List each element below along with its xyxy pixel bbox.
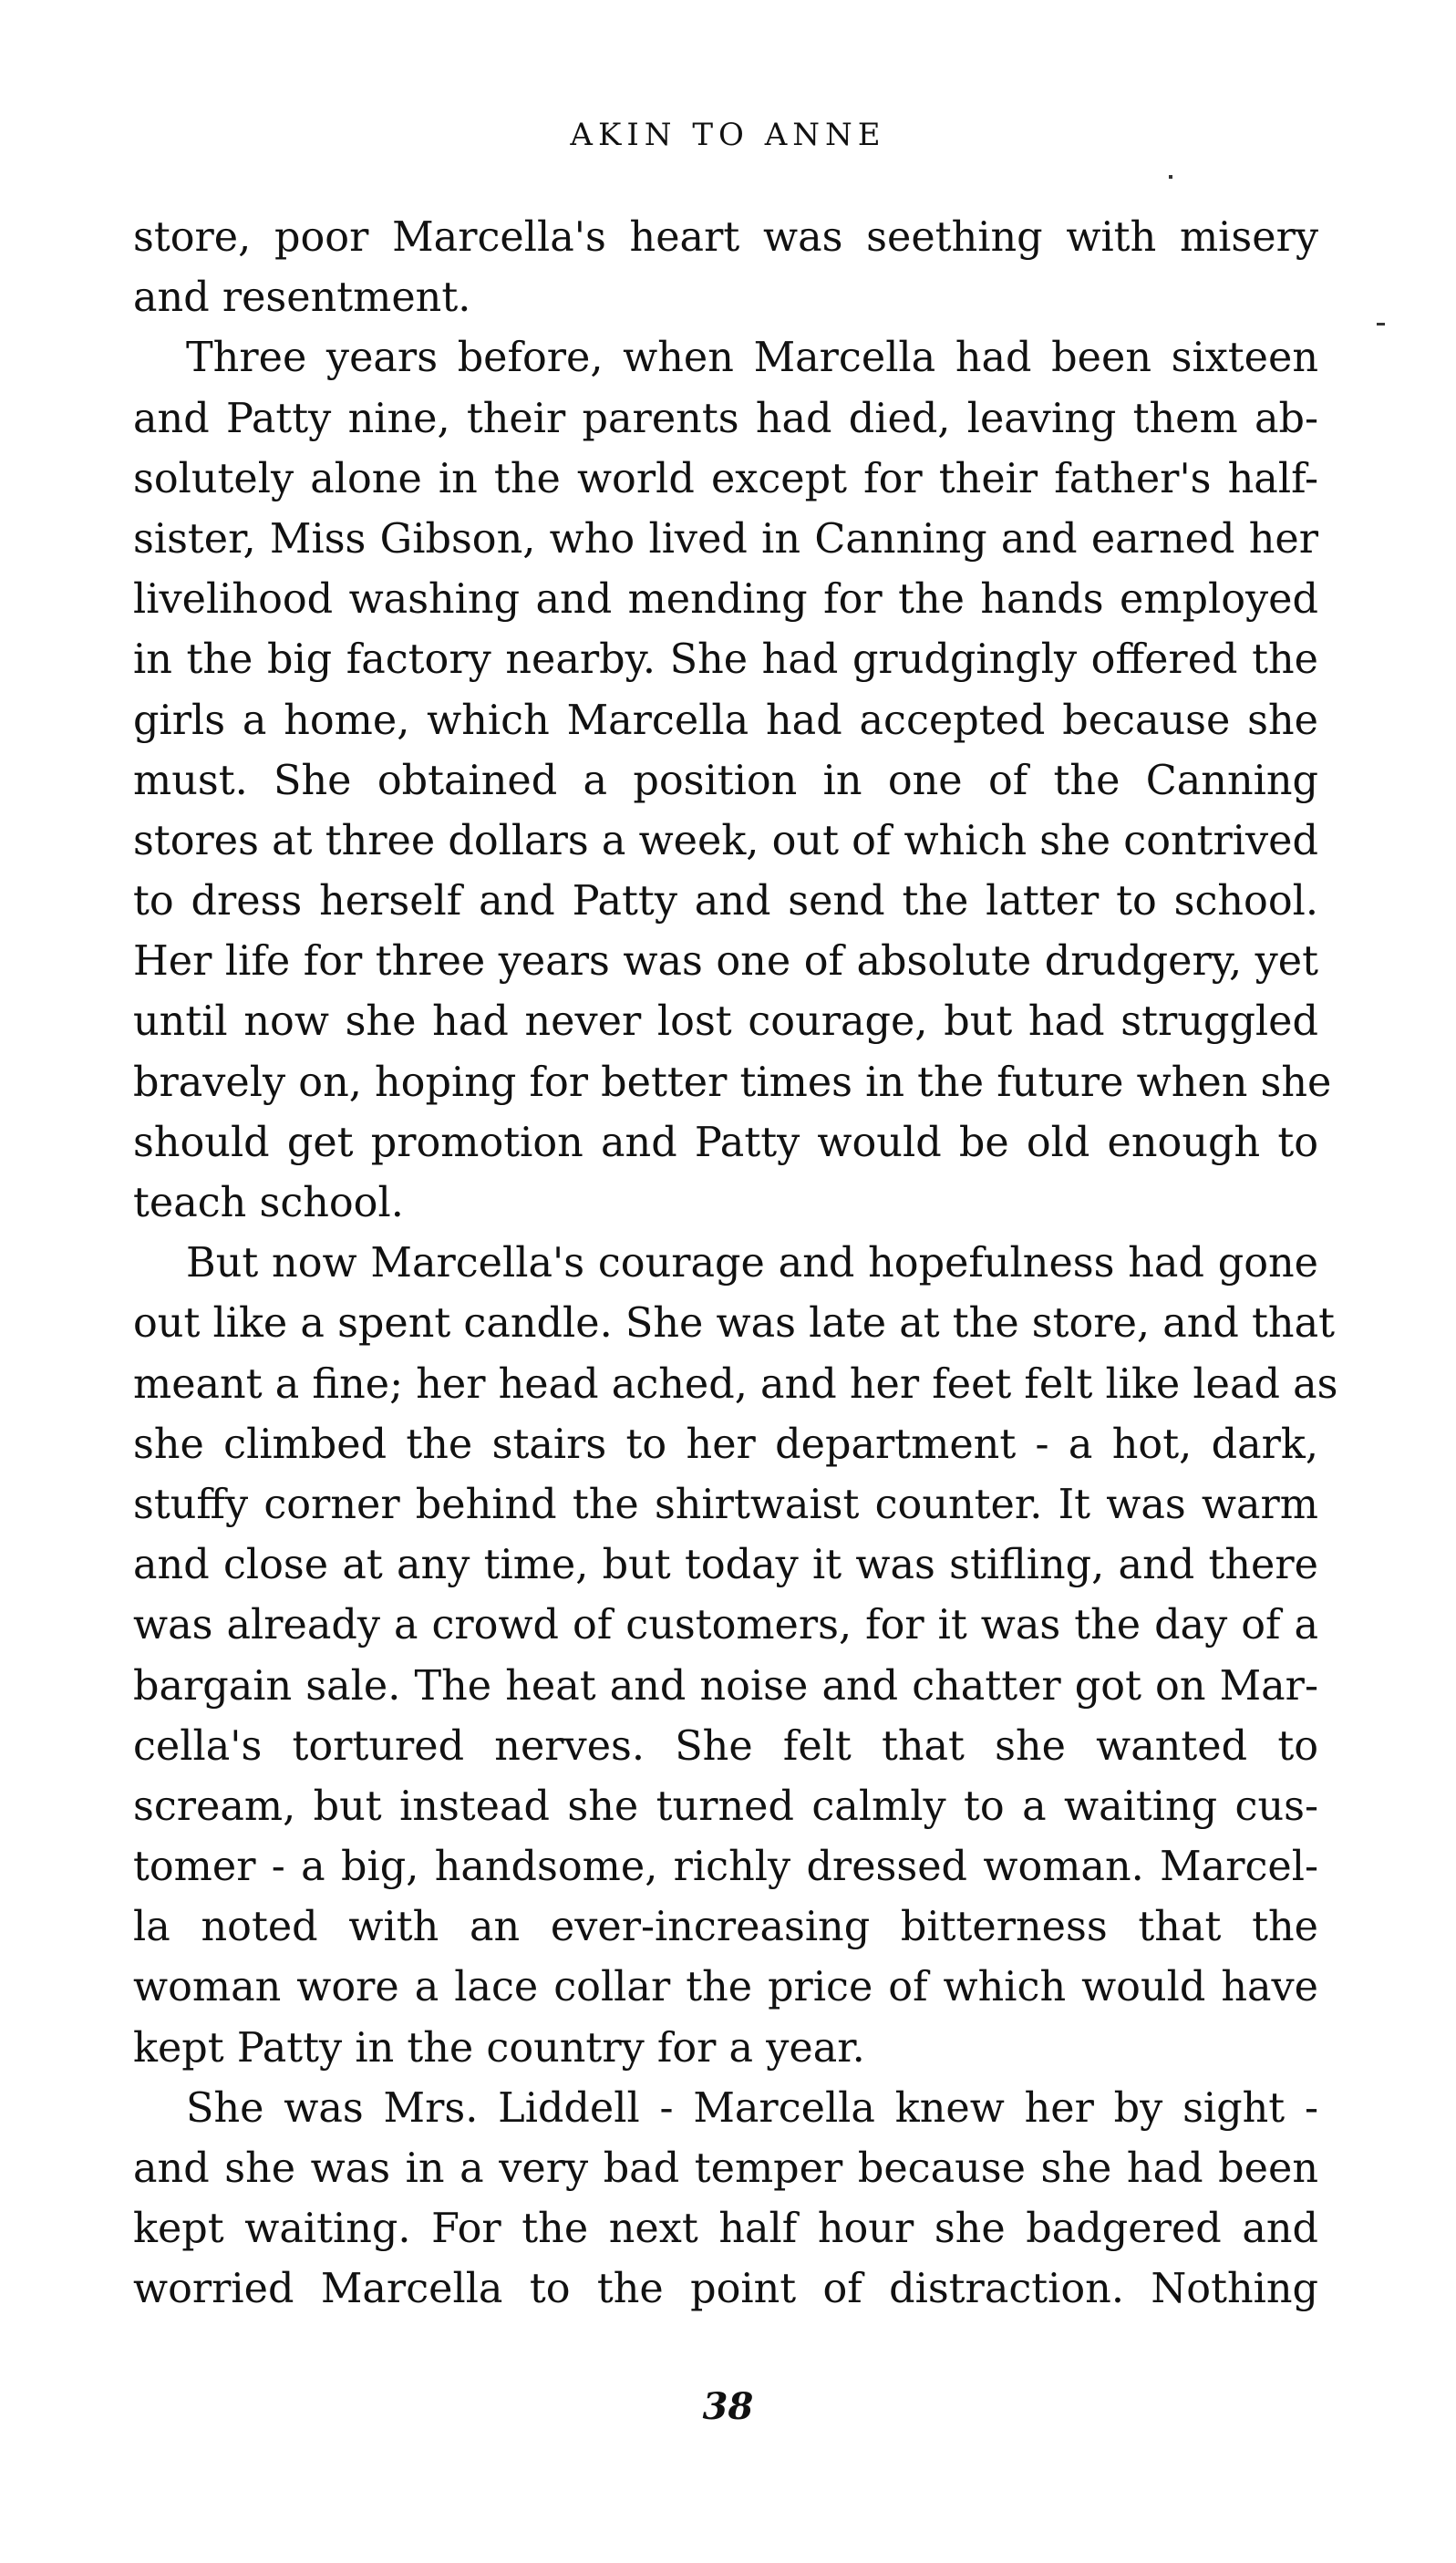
text-line: stores at three dollars a week, out of which she contrived	[133, 817, 1318, 864]
text-line: out like a spent candle. She was late at the store, and that	[133, 1300, 1335, 1348]
paragraph	[133, 1234, 1338, 2079]
text-line: She was Mrs. Liddell - Marcella knew her by sight -	[186, 2084, 1318, 2132]
text-line: bravely on, hoping for better times in the future when she	[133, 1059, 1332, 1106]
text-line: la noted with an ever-increasing bitterness that the	[133, 1904, 1318, 1951]
text-line: woman wore a lace collar the price of which would have	[133, 1964, 1318, 2011]
text-line: was already a crowd of customers, for it was the day of a	[133, 1602, 1318, 1649]
text-line: she climbed the stairs to her department - a hot, dark,	[133, 1421, 1318, 1468]
text-line: until now she had never lost courage, but had struggled	[133, 998, 1318, 1046]
body-text	[133, 208, 1338, 2320]
text-line: and she was in a very bad temper because she had been	[133, 2145, 1318, 2192]
print-speck	[1169, 175, 1172, 179]
text-line: in the big factory nearby. She had grudgingly offered the	[133, 636, 1318, 684]
paragraph	[133, 328, 1332, 1234]
text-line: cella's tortured nerves. She felt that she wanted to	[133, 1722, 1318, 1770]
text-line: kept Patty in the country for a year.	[133, 2024, 865, 2072]
text-line: meant a fine; her head ached, and her feet felt like lead as	[133, 1360, 1338, 1408]
text-line: tomer - a big, handsome, richly dressed woman. Marcel-	[133, 1844, 1318, 1891]
text-line: livelihood washing and mending for the hands employed	[133, 576, 1318, 624]
paragraph	[133, 208, 1318, 328]
text-line: store, poor Marcella's heart was seething with misery	[133, 214, 1318, 261]
text-line: worried Marcella to the point of distraction. Nothing	[133, 2266, 1318, 2313]
page-number: 38	[702, 2385, 754, 2428]
text-line: must. She obtained a position in one of the Canning	[133, 757, 1318, 804]
text-line: stuffy corner behind the shirtwaist counter. It was warm	[133, 1481, 1318, 1528]
print-speck	[1377, 323, 1385, 326]
text-line: Her life for three years was one of absolute drudgery, yet	[133, 938, 1318, 986]
paragraph	[133, 2079, 1318, 2320]
text-line: girls a home, which Marcella had accepted because she	[133, 697, 1318, 744]
text-line: bargain sale. The heat and noise and chatter got on Mar-	[133, 1662, 1318, 1710]
text-line: Three years before, when Marcella had been sixteen	[186, 335, 1318, 382]
text-line: But now Marcella's courage and hopefulness had gone	[186, 1240, 1318, 1287]
text-line: teach school.	[133, 1180, 404, 1226]
text-line: kept waiting. For the next half hour she badgered and	[133, 2206, 1318, 2253]
text-line: to dress herself and Patty and send the latter to school.	[133, 878, 1318, 925]
text-line: and resentment.	[133, 274, 471, 322]
text-line: sister, Miss Gibson, who lived in Canning and earned her	[133, 515, 1318, 563]
text-line: and close at any time, but today it was stifling, and there	[133, 1542, 1318, 1589]
text-line: and Patty nine, their parents had died, leaving them ab-	[133, 395, 1318, 442]
text-line: should get promotion and Patty would be old enough to	[133, 1119, 1318, 1166]
text-line: scream, but instead she turned calmly to a waiting cus-	[133, 1783, 1318, 1830]
running-head: AKIN TO ANNE	[570, 117, 886, 153]
text-line: solutely alone in the world except for their father's half-	[133, 455, 1318, 502]
